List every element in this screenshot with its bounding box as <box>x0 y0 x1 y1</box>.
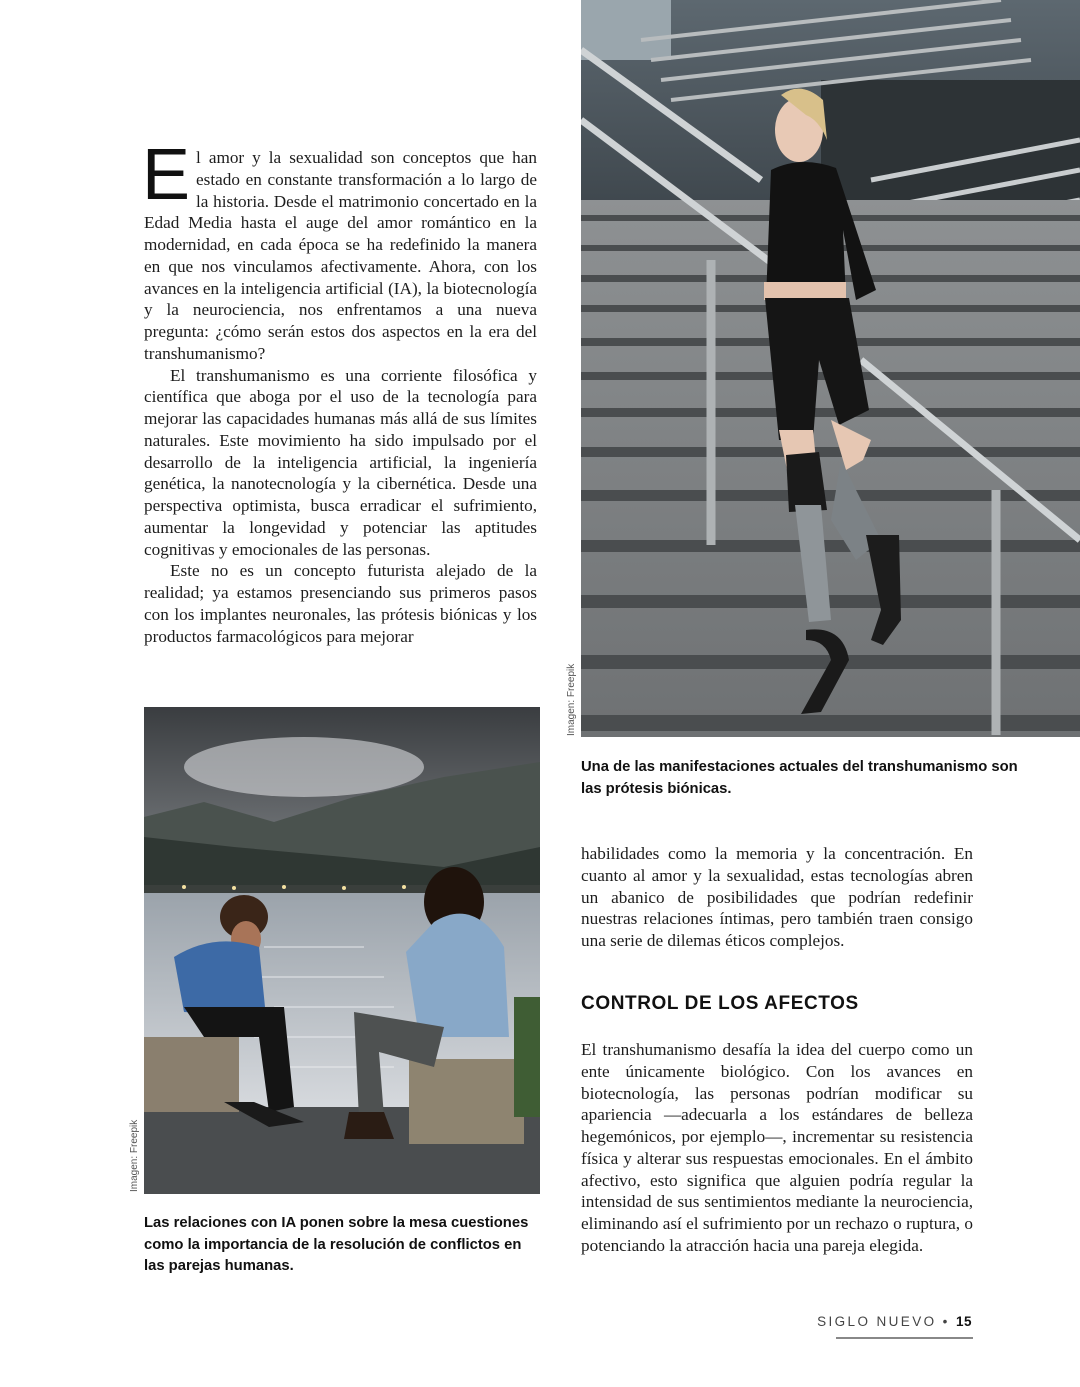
section-heading: CONTROL DE LOS AFECTOS <box>581 993 859 1014</box>
article-paragraph-3: Este no es un concepto futurista alejado de la realidad; ya estamos presenciando sus primeros pasos con los implantes neuronales, las prótesis biónicas y los productos farmacológicos para mejorar <box>144 561 537 646</box>
article-column-left <box>142 135 537 647</box>
article-paragraph-5: El transhumanismo desafía la idea del cuerpo como un ente únicamente biológico. Con los avances en biotecnología, las personas podrían modificar su apariencia —adecuarla a los estándares de belleza hegemónicos, por ejemplo—, incrementar su resistencia física y alterar sus respuestas emocionales. En el ámbito afectivo, esto significa que alguien podría regular la intensidad de sus sentimientos mediante la neurociencia, eliminando así el sufrimiento por un rechazo o ruptura, o potenciando la atracción hacia una pareja elegida. <box>581 1040 973 1255</box>
article-column-right-bottom <box>581 1039 973 1257</box>
paragraph-text: l amor y la sexualidad son conceptos que han estado en constante transformación a lo largo de la historia. Desde el matrimonio concertado en la Edad Media hasta el auge del amor romántico en la modernidad, en cada época se ha redefinido la manera en que nos vinculamos afectivamente. Ahora, con los avances en la inteligencia artificial (IA), la biotecnología y la neurociencia, nos enfrentamos a una nueva pregunta: ¿cómo serán estos dos aspectos en la era del transhumanismo? <box>144 148 537 363</box>
article-paragraph-1 <box>142 135 537 365</box>
couple-photo-graphic <box>144 707 540 1194</box>
article-paragraph-4: habilidades como la memoria y la concentración. En cuanto al amor y la sexualidad, estas tecnologías abren un abanico de posibilidades que podrían redefinir nuestras relaciones íntimas, pero también traen consigo una serie de dilemas éticos complejos. <box>581 844 973 950</box>
prosthesis-photo-graphic <box>581 0 1080 737</box>
article-column-right-top <box>581 843 973 952</box>
prosthesis-photo-credit: Imagen: Freepik <box>566 663 577 736</box>
dropcap: E <box>142 135 191 215</box>
folio-rule <box>836 1337 973 1339</box>
prosthesis-photo <box>581 0 1080 737</box>
folio-separator: • <box>942 1314 950 1329</box>
page-folio <box>817 1314 972 1329</box>
prosthesis-photo-caption: Una de las manifestaciones actuales del transhumanismo son las prótesis biónicas. <box>581 759 1018 797</box>
couple-photo-caption: Las relaciones con IA ponen sobre la mesa cuestiones como la importancia de la resolución de conflictos en las parejas humanas. <box>144 1215 529 1274</box>
couple-photo-credit: Imagen: Freepik <box>129 1119 140 1192</box>
page-number: 15 <box>955 1314 972 1329</box>
magazine-name: SIGLO NUEVO <box>817 1314 937 1329</box>
couple-photo <box>144 707 540 1194</box>
article-paragraph-2: El transhumanismo es una corriente filosófica y científica que aboga por el uso de la tecnología para mejorar las capacidades humanas más allá de sus límites naturales. Este movimiento ha sido impulsado por el desarrollo de la inteligencia artificial, la ingeniería genética, la nanotecnología y la cibernética. Desde una perspectiva optimista, busca erradicar el sufrimiento, aumentar la longevidad y potenciar las aptitudes cognitivas y emocionales de las personas. <box>144 365 537 559</box>
